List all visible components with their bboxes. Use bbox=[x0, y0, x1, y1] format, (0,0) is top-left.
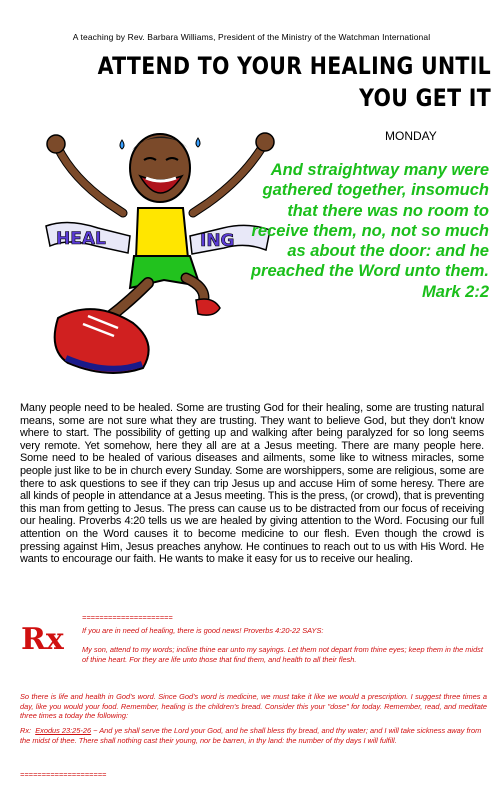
banner-text-heal: HEAL bbox=[56, 229, 106, 249]
banner-text-ing: ING bbox=[200, 231, 235, 251]
prescription-explanation: So there is life and health in God's word. Since God's word is medicine, we must take it like we would a prescription. I suggest three times a day, like you would your food. Remember, healing is the children's bread. Consider this your "dose" for today. Remember, read, and meditate three times a today the following: bbox=[20, 692, 487, 721]
day-label: MONDAY bbox=[385, 129, 437, 143]
scripture-verse bbox=[229, 160, 489, 302]
byline: A teaching by Rev. Barbara Williams, President of the Ministry of the Watchman International bbox=[72, 32, 431, 42]
rx-prescription-icon bbox=[20, 622, 64, 657]
page-title-line1: ATTEND TO YOUR HEALING UNTIL bbox=[97, 52, 491, 80]
teaching-paragraph: Many people need to be healed. Some are trusting God for their healing, some are trusting natural means, some are not sure what they are trusting. They want to believe God, but they don't know where to start. The possibility of getting up and walking after being paralyzed for so long seems very remote. Yet somehow, here they all are at a Jesus meeting. There are many people here. Some need to be healed of various diseases and ailments, some like to witness miracles, some people just like to be in church every Sunday. Some are worshippers, some are religious, some are there to ask questions to see if they can trip Jesus up and accuse Him of some heresy. There are all kinds of people in attendance at a Jesus meeting. This is the press, (or crowd), that is preventing this man from getting to Jesus. The press can cause us to be distracted from our focus of receiving our healing. Proverbs 4:20 tells us we are healed by giving attention to the Word. Focusing our full attention on the Word causes it to become medicine to our flesh. Even though the crowd is pressing against Him, Jesus preaches anyhow. He continues to reach out to us with His Word. He wants to encourage our faith. He wants to make it easy for us to receive our healing. bbox=[20, 402, 484, 566]
rx-dose-text: ~ And ye shall serve the Lord your God, and he shall bless thy bread, and thy water; and I will take sickness away from the midst of thee. There shall nothing cast their young, nor be barren, in thy land: the number of thy days I will fulfill. bbox=[20, 726, 482, 745]
separator-top: ===================== bbox=[82, 613, 173, 622]
rx-label: Rx: bbox=[20, 726, 32, 735]
prescription-dose bbox=[20, 726, 487, 745]
page-title-line2: YOU GET IT bbox=[359, 84, 491, 112]
prescription-intro: If you are in need of healing, there is good news! Proverbs 4:20-22 SAYS: bbox=[82, 626, 324, 635]
separator-bottom: ==================== bbox=[20, 770, 107, 779]
verse-text: And straightway many were gathered together, insomuch that there was no room to receive them, no, not so much as about the door: and he preached the Word unto them. bbox=[250, 161, 489, 281]
rx-symbol-text: Rx bbox=[21, 622, 64, 657]
prescription-verse: My son, attend to my words; incline thine ear unto my sayings. Let them not depart from thine eyes; keep them in the midst of thine heart. For they are life unto those that find them, and health to all their flesh. bbox=[82, 645, 483, 664]
verse-reference: Mark 2:2 bbox=[422, 282, 489, 301]
rx-reference: Exodus 23:25-26 bbox=[35, 726, 92, 735]
